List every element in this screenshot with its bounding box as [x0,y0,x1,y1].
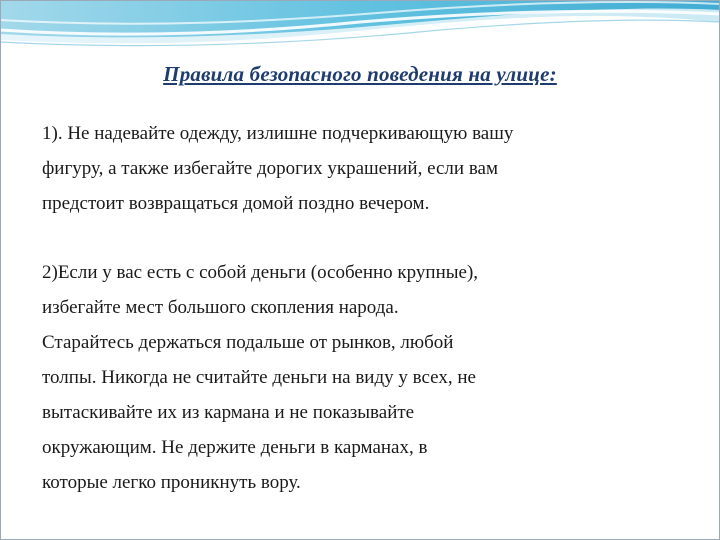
paragraph-2-line: избегайте мест большого скопления народа. [42,297,399,318]
paragraph-1-line: фигуру, а также избегайте дорогих украшений, если вам [42,158,498,179]
wave-band-main [0,0,720,37]
paragraph-2-line: толпы. Никогда не считайте деньги на виду у всех, не [42,367,476,388]
paragraph-2-line: окружающим. Не держите деньги в карманах, в [42,437,428,458]
paragraph-2 [42,255,692,500]
paragraph-2-line: 2)Если у вас есть с собой деньги (особенно крупные), [42,262,479,283]
paragraph-2-line: которые легко проникнуть вору. [42,472,301,493]
paragraph-2-line: Старайтесь держаться подальше от рынков, любой [42,332,454,353]
paragraph-1 [42,116,692,221]
slide-title: Правила безопасного поведения на улице: [163,62,557,86]
paragraph-1-line: 1). Не надевайте одежду, излишне подчеркивающую вашу [42,123,514,144]
paragraph-2-line: вытаскивайте их из кармана и не показывайте [42,402,415,423]
paragraph-1-line: предстоит возвращаться домой поздно вечером. [42,193,430,214]
